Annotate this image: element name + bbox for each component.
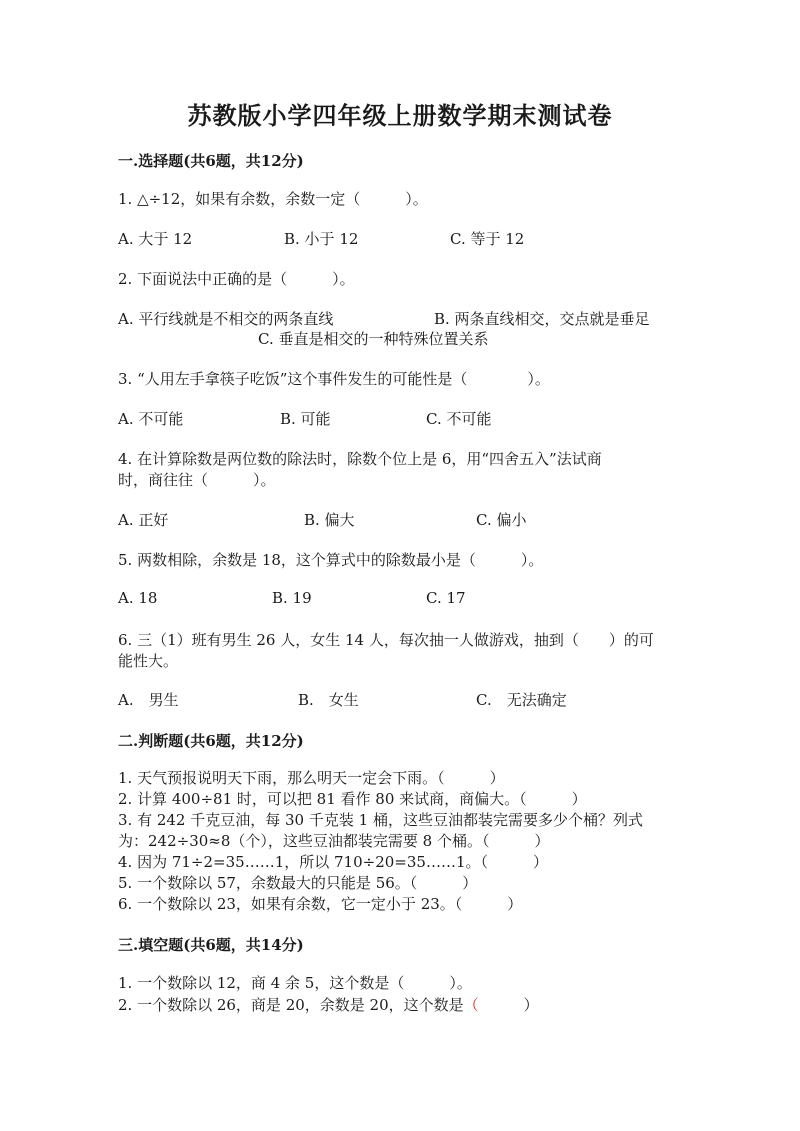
option-a: A. 不可能 [118,410,184,428]
section-heading-judgement: 二.判断题(共6题，共12分) [118,732,304,750]
option-c: C. 无法确定 [476,691,567,709]
option-b: B. 偏大 [304,511,355,529]
judgement-item: 1. 天气预报说明天下雨，那么明天一定会下雨。（ ） [118,769,505,787]
section-heading-fill-blank: 三.填空题(共6题，共14分) [118,936,304,954]
judgement-item: 为：242÷30≈8（个），这些豆油都装完需要 8 个桶。（ ） [118,832,550,850]
question-2: 2. 下面说法中正确的是（ ）。 [118,270,355,288]
question-3: 3. “人用左手拿筷子吃饭”这个事件发生的可能性是（ ）。 [118,370,550,388]
section-heading-choice: 一.选择题(共6题，共12分) [118,152,304,170]
judgement-item: 3. 有 242 千克豆油，每 30 千克装 1 桶，这些豆油都装完需要多少个桶？列式 [118,811,643,829]
fill-blank-item: 1. 一个数除以 12，商 4 余 5，这个数是（ ）。 [118,974,472,992]
option-c: C. 垂直是相交的一种特殊位置关系 [258,330,489,348]
option-a: A. 正好 [118,511,169,529]
option-b: B. 可能 [280,410,331,428]
option-b: B. 两条直线相交，交点就是垂足 [434,310,650,328]
option-c: C. 等于 12 [450,230,525,248]
question-6-line-2: 能性大。 [118,652,179,670]
option-a: A. 18 [118,589,158,607]
option-b: B. 小于 12 [284,230,359,248]
question-4-line-1: 4. 在计算除数是两位数的除法时，除数个位上是 6，用“四舍五入”法试商 [118,450,602,468]
fill-blank-text: 2. 一个数除以 26，商是 20，余数是 20，这个数是 [118,996,464,1014]
option-c: C. 17 [426,589,466,607]
close-paren: ） [478,996,539,1014]
option-b: B. 女生 [298,691,359,709]
option-a: A. 平行线就是不相交的两条直线 [118,310,334,328]
question-5: 5. 两数相除，余数是 18，这个算式中的除数最小是（ ）。 [118,551,544,569]
fill-blank-item [118,994,539,1015]
option-a: A. 大于 12 [118,230,193,248]
question-6-line-1: 6. 三（1）班有男生 26 人，女生 14 人，每次抽一人做游戏，抽到（ ）的可 [118,631,654,649]
question-4-line-2: 时，商往往（ ）。 [118,471,276,489]
judgement-item: 5. 一个数除以 57，余数最大的只能是 56。（ ） [118,874,478,892]
option-c: C. 不可能 [426,410,492,428]
judgement-item: 6. 一个数除以 23，如果有余数，它一定小于 23。（ ） [118,895,523,913]
page-title: 苏教版小学四年级上册数学期末测试卷 [187,101,613,130]
judgement-item: 2. 计算 400÷81 时，可以把 81 看作 80 来试商，商偏大。（ ） [118,790,587,808]
judgement-item: 4. 因为 71÷2=35……1，所以 710÷20=35……1。（ ） [118,853,548,871]
option-b: B. 19 [272,589,312,607]
question-1: 1. △÷12，如果有余数，余数一定（ ）。 [118,190,428,208]
option-c: C. 偏小 [476,511,527,529]
option-a: A. 男生 [118,691,179,709]
red-open-paren: （ [463,996,479,1014]
